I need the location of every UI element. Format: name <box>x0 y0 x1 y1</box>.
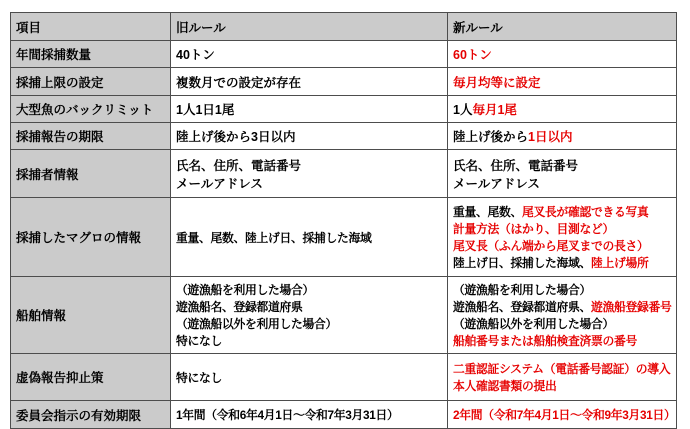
plain-text: （遊漁船以外を利用した場合） <box>176 317 337 331</box>
cell-line <box>176 73 443 91</box>
row-item-label: 年間採捕数量 <box>11 41 171 68</box>
new-rule-cell <box>448 150 677 198</box>
row-item-label: 船舶情報 <box>11 277 171 354</box>
row-item-label: 虚偽報告抑止策 <box>11 354 171 401</box>
cell-line <box>453 174 672 192</box>
cell-line <box>453 254 672 271</box>
cell-line <box>176 315 443 332</box>
changed-text: 尾叉長（ふん端から尾叉までの長さ） <box>453 239 649 253</box>
plain-text: メールアドレス <box>176 176 263 191</box>
cell-line <box>453 203 672 220</box>
changed-text: 尾叉長が確認できる写真 <box>521 205 649 219</box>
cell-line <box>176 298 443 315</box>
cell-line <box>176 332 443 349</box>
changed-text: 陸上げ場所 <box>590 256 649 270</box>
plain-text: 重量、尾数、 <box>453 205 522 219</box>
header-item: 項目 <box>11 13 171 41</box>
row-item-label: 採捕報告の期限 <box>11 123 171 150</box>
cell-line <box>453 100 672 118</box>
cell-line <box>453 45 672 63</box>
plain-text: 特になし <box>176 370 222 385</box>
cell-line <box>453 281 672 298</box>
row-item-label: 採捕者情報 <box>11 150 171 198</box>
changed-text: 毎月1尾 <box>472 103 517 117</box>
changed-text: 毎月均等に設定 <box>453 75 541 90</box>
table-row <box>11 150 677 198</box>
plain-text: 40トン <box>176 48 215 62</box>
new-rule-cell <box>448 123 677 150</box>
old-rule-cell <box>171 96 448 123</box>
cell-line <box>453 220 672 237</box>
cell-line <box>453 156 672 174</box>
cell-line <box>453 332 672 349</box>
new-rule-cell <box>448 277 677 354</box>
changed-text: 計量方法（はかり、目測など） <box>453 222 614 236</box>
plain-text: 1人 <box>453 103 473 117</box>
header-old-rule: 旧ルール <box>171 13 448 41</box>
cell-line <box>453 406 676 423</box>
row-item-label: 委員会指示の有効期限 <box>11 401 171 429</box>
cell-line <box>176 100 443 118</box>
old-rule-cell <box>171 354 448 401</box>
table-row <box>11 41 677 68</box>
new-rule-cell <box>448 41 677 68</box>
table-row <box>11 354 677 401</box>
cell-line <box>453 237 672 254</box>
table-row <box>11 68 677 96</box>
plain-text: 1人1日1尾 <box>176 103 235 117</box>
header-new-rule: 新ルール <box>448 13 677 41</box>
old-rule-cell <box>171 123 448 150</box>
row-item-label: 大型魚のバックリミット <box>11 96 171 123</box>
plain-text: 特になし <box>176 334 222 348</box>
cell-line <box>453 73 672 91</box>
plain-text: 複数月での設定が存在 <box>176 75 302 90</box>
cell-line <box>176 174 443 192</box>
plain-text: 1年間（令和6年4月1日～令和7年3月31日） <box>176 408 399 422</box>
old-rule-cell <box>171 68 448 96</box>
table-row <box>11 123 677 150</box>
changed-text: 二重認証システム（電話番号認証）の導入 <box>453 362 671 376</box>
plain-text: 遊漁船名、登録都道府県 <box>176 300 303 314</box>
plain-text: 陸上げ日、採捕した海域、 <box>453 256 591 270</box>
plain-text: 重量、尾数、陸上げ日、採捕した海域 <box>176 230 372 245</box>
cell-line <box>176 156 443 174</box>
cell-line <box>176 229 443 246</box>
plain-text: （遊漁船以外を利用した場合） <box>453 317 614 331</box>
rule-comparison-table <box>10 12 677 429</box>
old-rule-cell <box>171 41 448 68</box>
cell-line <box>453 298 672 315</box>
new-rule-cell <box>448 68 677 96</box>
table-header <box>11 13 677 41</box>
changed-text: 1日以内 <box>528 130 573 144</box>
plain-text: 氏名、住所、電話番号 <box>453 158 579 173</box>
changed-text: 60トン <box>453 48 492 62</box>
row-item-label: 採捕したマグロの情報 <box>11 198 171 277</box>
cell-line <box>176 45 443 63</box>
cell-line <box>176 281 443 298</box>
cell-line <box>453 127 672 145</box>
table-body <box>11 41 677 429</box>
cell-line <box>453 377 672 394</box>
old-rule-cell <box>171 198 448 277</box>
cell-line <box>176 406 443 423</box>
old-rule-cell <box>171 150 448 198</box>
changed-text: 遊漁船登録番号 <box>590 300 672 314</box>
old-rule-cell <box>171 277 448 354</box>
cell-line <box>453 360 672 377</box>
header-row <box>11 13 677 41</box>
new-rule-cell <box>448 198 677 277</box>
changed-text: 本人確認書類の提出 <box>453 379 557 393</box>
plain-text: メールアドレス <box>453 176 540 191</box>
cell-line <box>176 369 443 386</box>
plain-text: （遊漁船を利用した場合） <box>176 283 314 297</box>
plain-text: 陸上げ後から3日以内 <box>176 130 296 144</box>
changed-text: 船舶番号または船舶検査済票の番号 <box>453 334 637 348</box>
old-rule-cell <box>171 401 448 429</box>
plain-text: 陸上げ後から <box>453 130 529 144</box>
table-row <box>11 277 677 354</box>
table-row <box>11 401 677 429</box>
changed-text: 2年間（令和7年4月1日～令和9年3月31日） <box>453 408 676 422</box>
new-rule-cell <box>448 354 677 401</box>
plain-text: 遊漁船名、登録都道府県、 <box>453 300 591 314</box>
table-row <box>11 198 677 277</box>
table-row <box>11 96 677 123</box>
cell-line <box>453 315 672 332</box>
row-item-label: 採捕上限の設定 <box>11 68 171 96</box>
plain-text: （遊漁船を利用した場合） <box>453 283 591 297</box>
cell-line <box>176 127 443 145</box>
plain-text: 氏名、住所、電話番号 <box>176 158 302 173</box>
new-rule-cell <box>448 401 677 429</box>
new-rule-cell <box>448 96 677 123</box>
